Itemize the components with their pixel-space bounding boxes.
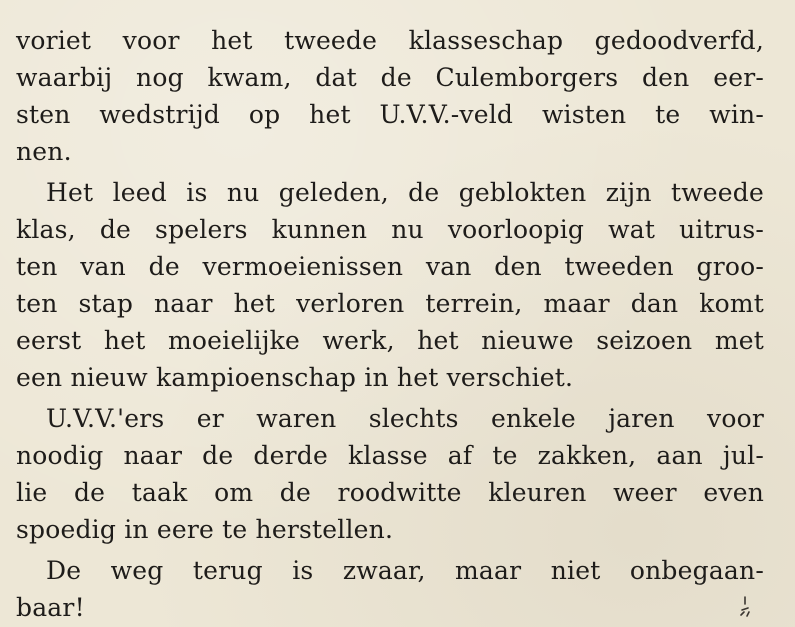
text-line: ten van de vermoeienissen van den tweeden groo- bbox=[16, 252, 764, 281]
text-line: voriet voor het tweede klasseschap gedoodverfd, bbox=[16, 26, 764, 55]
text-line: Het leed is nu geleden, de geblokten zijn tweede bbox=[46, 178, 764, 207]
paragraph-1 bbox=[16, 22, 764, 170]
text-line: klas, de spelers kunnen nu voorloopig wat uitrus- bbox=[16, 215, 764, 244]
text-line: waarbij nog kwam, dat de Culemborgers den eer- bbox=[16, 63, 764, 92]
text-line: lie de taak om de roodwitte kleuren weer even bbox=[16, 478, 764, 507]
ink-speck-mark bbox=[738, 596, 752, 618]
text-line: sten wedstrijd op het U.V.V.-veld wisten te win- bbox=[16, 100, 764, 129]
text-line: De weg terug is zwaar, maar niet onbegaan- bbox=[46, 556, 764, 585]
text-line: nen. bbox=[16, 137, 72, 166]
text-line: eerst het moeielijke werk, het nieuwe seizoen met bbox=[16, 326, 764, 355]
text-line: ten stap naar het verloren terrein, maar dan komt bbox=[16, 289, 764, 318]
paragraph-4 bbox=[16, 552, 764, 626]
text-line: noodig naar de derde klasse af te zakken, aan jul- bbox=[16, 441, 764, 470]
paragraph-3 bbox=[16, 400, 764, 548]
text-line: baar! bbox=[16, 593, 85, 622]
text-line: een nieuw kampioenschap in het verschiet. bbox=[16, 363, 574, 392]
paragraph-2 bbox=[16, 174, 764, 396]
article-text bbox=[16, 22, 764, 626]
text-line: spoedig in eere te herstellen. bbox=[16, 515, 394, 544]
text-line: U.V.V.'ers er waren slechts enkele jaren voor bbox=[46, 404, 764, 433]
